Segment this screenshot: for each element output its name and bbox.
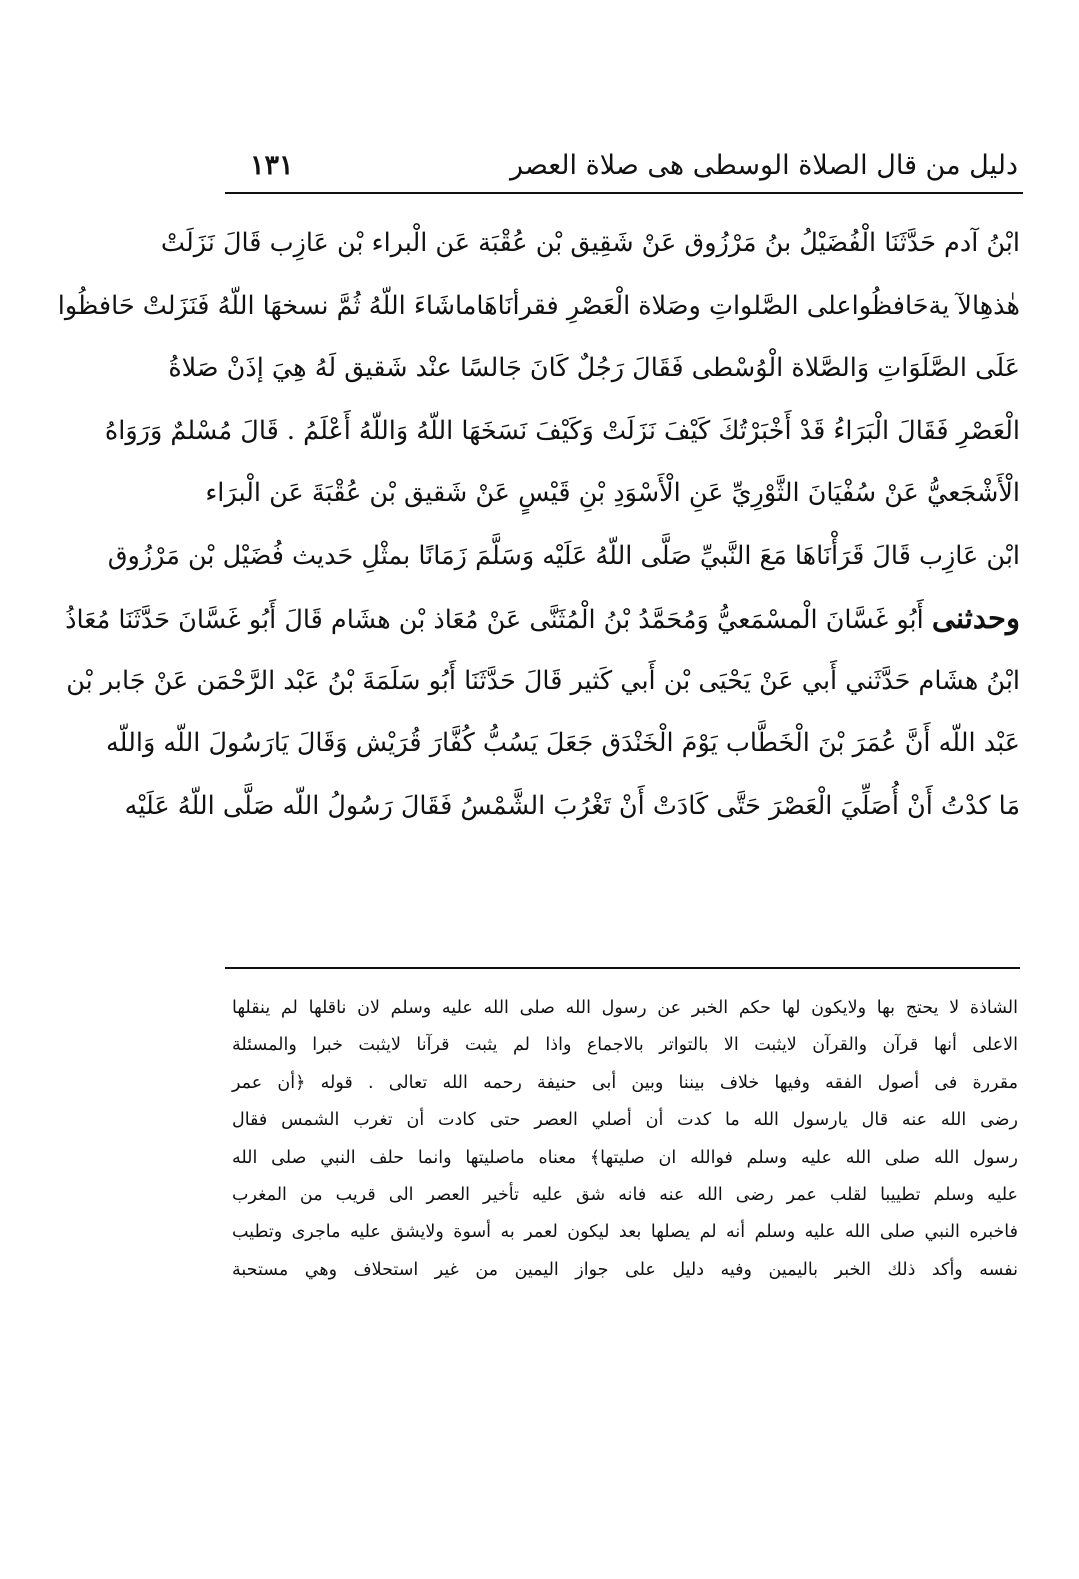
footnote-rule (225, 967, 1020, 969)
main-line-5: الْأَشْجَعيُّ عَنْ سُفْيَانَ الثَّوْرِيِّ عَنِ الْأَسْوَدِ بْنِ قَيْسٍ عَنْ شَقيق بْن عُقْبَةَ عَن الْبرَاء (205, 478, 1020, 508)
footnote-line-1: الشاذة لا يحتج بها ولايكون لها حكم الخبر عن رسول الله صلى الله عليه وسلم لان ناقلها لم ينقلها (232, 998, 1018, 1018)
footnote-line-5: رسول الله صلى الله عليه وسلم فوالله ان صليتها﴾ معناه ماصليتها وانما حلف النبي صلى الله (232, 1147, 1018, 1168)
footnote-line-6: عليه وسلم تطييبا لقلب عمر رضى الله عنه فانه شق عليه تأخير العصر الى قريب من المغرب (232, 1184, 1018, 1205)
footnote-line-2: الاعلى أنها قرآن والقرآن لايثبت الا بالتواتر بالاجماع واذا لم يثبت قرآنا لايثبت خبرا والمسئلة (232, 1035, 1018, 1056)
footnote-line-7: فاخبره النبي صلى الله عليه وسلم أنه لم يصلها بعد ليكون لعمر به أسوة ولايشق عليه ماجرى وتطيب (232, 1222, 1018, 1243)
main-line-8: ابْنُ هشَام حَدَّثَني أَبي عَنْ يَحْيَى بْن أَبي كَثير قَالَ حَدَّثَنَا أَبُو سَلَمَةَ بْنُ عَبْد الرَّحْمَن عَنْ جَابر بْن (66, 665, 1020, 696)
page-header (230, 146, 1018, 190)
main-line-7 (65, 587, 1020, 650)
main-line-2: هٰذهِالآ يةحَافظُواعلى الصَّلواتِ وصَلاة الْعَصْرِ فقرأنَاهَاماشَاءَ اللّهُ ثُمَّ نسخهَا اللّهُ فَنَزَلتْ حَافظُوا (57, 290, 1020, 321)
main-line-6: ابْن عَازِب قَالَ قَرَأْنَاهَا مَعَ النَّبيِّ صَلَّى اللّهُ عَلَيْه وَسَلَّمَ زَمَانًا بمثْلِ حَديث فُضَيْل بْن مَرْزُوق (107, 540, 1020, 571)
commentary-footnotes (232, 990, 1018, 1289)
main-text (57, 212, 1020, 837)
main-line-4: الْعَصْرِ فَقَالَ الْبَرَاءُ قَدْ أَخْبَرْتُكَ كَيْفَ نَزَلَتْ وَكَيْفَ نَسَخَهَا اللّهُ وَاللّهُ أَعْلَمُ . قَالَ مُسْلمٌ وَرَوَاهُ (104, 415, 1020, 446)
main-line-10: مَا كدْتُ أَنْ أُصَلِّيَ الْعَصْرَ حَتَّى كَادَتْ أَنْ تَغْرُبَ الشَّمْسُ فَقَالَ رَسُولُ اللّه صَلَّى اللّهُ عَلَيْه (124, 790, 1020, 821)
header-rule (225, 192, 1023, 194)
footnote-line-3: مقررة فى أصول الفقه وفيها خلاف بيننا وبين أبى حنيفة رحمه الله تعالى . قوله ﴿أن عمر (232, 1072, 1018, 1093)
main-line-7-text: أَبُو غَسَّانَ الْمسْمَعيُّ وَمُحَمَّدُ بْنُ الْمُثَنَّى عَنْ مُعَاذ بْن هشَام قَالَ أَبُو غَسَّانَ حَدَّثَنَا مُعَاذُ (65, 605, 924, 635)
main-line-1: ابْنُ آدم حَدَّثَنَا الْفُضَيْلُ بنُ مَرْزُوق عَنْ شَقِيق بْن عُقْبَة عَن الْبراء بْن عَازِب قَالَ نَزَلَتْ (160, 228, 1020, 258)
main-line-3: عَلَى الصَّلَوَاتِ وَالصَّلاة الْوُسْطى فَقَالَ رَجُلٌ كَانَ جَالسًا عنْد شَقيق لَهُ هِيَ إذَنْ صَلاةُ (168, 353, 1020, 383)
footnote-line-4: رضى الله عنه قال يارسول الله ما كدت أن أصلي العصر حتى كادت أن تغرب الشمس فقال (232, 1110, 1018, 1131)
page-number: ١٣١ (250, 150, 294, 181)
lead-word: وحدثنى (931, 601, 1020, 635)
running-title: دليل من قال الصلاة الوسطى هى صلاة العصر (509, 150, 1018, 181)
main-line-9: عَبْد اللّه أَنَّ عُمَرَ بْنَ الْخَطَّاب يَوْمَ الْخَنْدَق جَعَلَ يَسُبُّ كُفَّارَ قُرَيْش وَقَالَ يَارَسُولَ اللّه وَاللّه (106, 728, 1020, 758)
footnote-line-8: نفسه وأكد ذلك الخبر باليمين وفيه دليل على جواز اليمين من غير استحلاف وهي مستحبة (232, 1259, 1018, 1280)
